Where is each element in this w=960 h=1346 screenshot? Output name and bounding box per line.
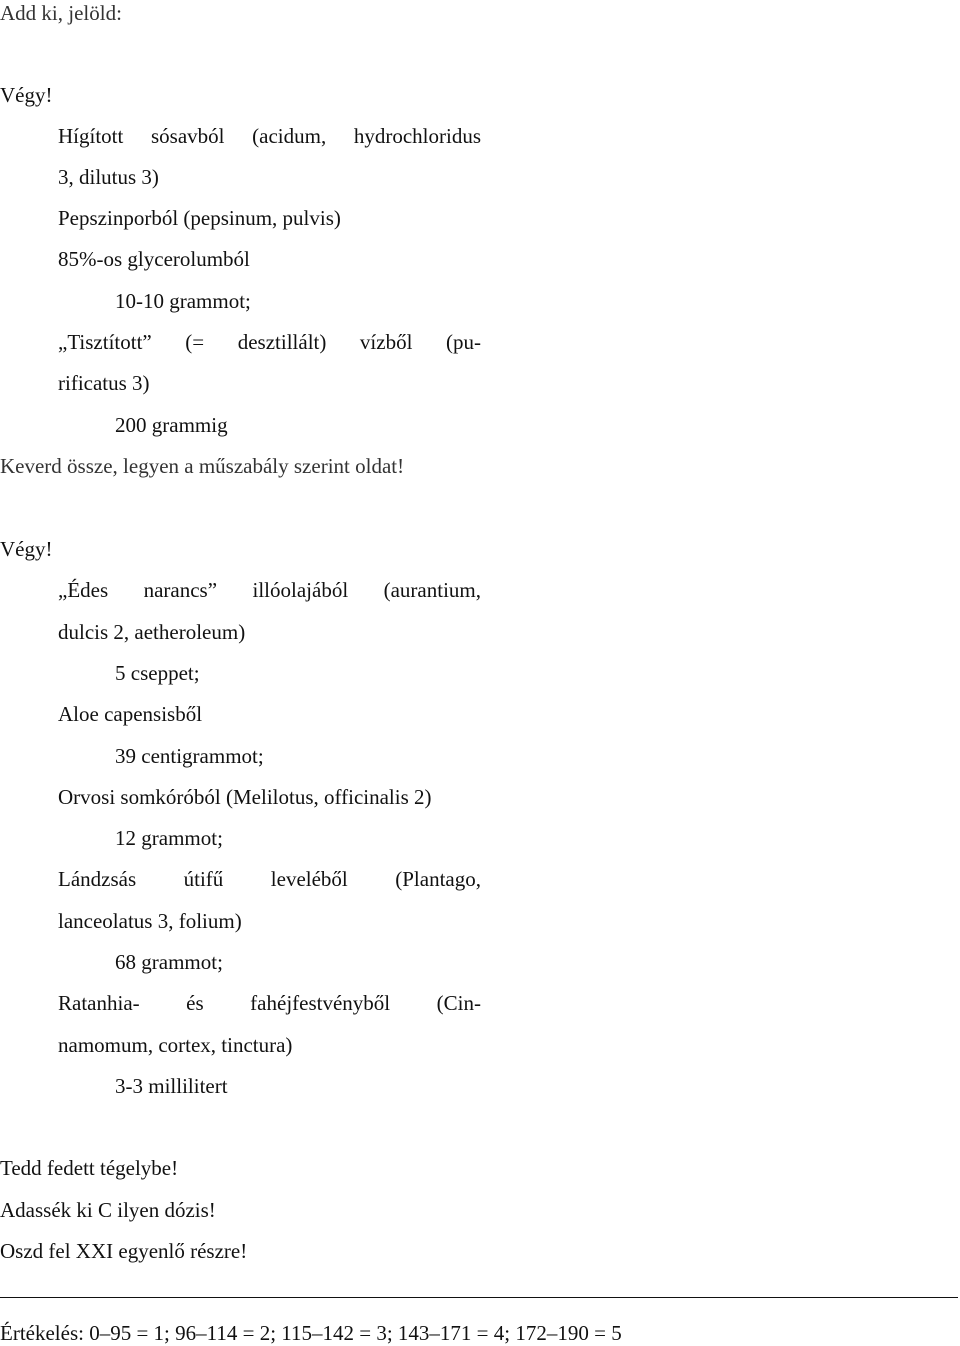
recipe-2-plantago-line-2: lanceolatus 3, folium) bbox=[58, 909, 242, 933]
recipe-1-water-line-2: rificatus 3) bbox=[58, 371, 150, 395]
recipe-1-instruction: Keverd össze, legyen a műszabály szerint oldat! bbox=[0, 454, 405, 478]
recipe-2-aloe: Aloe capensisből bbox=[58, 702, 203, 726]
recipe-2-dose-ratanhia: 3-3 millilitert bbox=[115, 1074, 228, 1098]
recipe-2-dose-orange: 5 cseppet; bbox=[115, 661, 200, 685]
recipe-1-dose-2: 200 grammig bbox=[115, 413, 228, 437]
footer-divider bbox=[0, 1297, 958, 1298]
recipe-1-hcl-line-1: Hígított sósavból (acidum, hydrochloridus bbox=[58, 124, 481, 148]
recipe-2-instruction-1: Tedd fedett tégelybe! bbox=[0, 1156, 179, 1180]
recipe-2-dose-melilotus: 12 grammot; bbox=[115, 826, 223, 850]
recipe-2-ratanhia-line-1: Ratanhia- és fahéjfestvényből (Cin- bbox=[58, 991, 481, 1015]
recipe-2-dose-plantago: 68 grammot; bbox=[115, 950, 223, 974]
recipe-2-dose-aloe: 39 centigrammot; bbox=[115, 744, 264, 768]
recipe-1-pepsin: Pepszinporból (pepsinum, pulvis) bbox=[58, 206, 341, 230]
recipe-2-orange-line-1: „Édes narancs” illóolajából (aurantium, bbox=[58, 578, 481, 602]
recipe-1-glycerol: 85%-os glycerolumból bbox=[58, 247, 250, 271]
page-header: Add ki, jelöld: bbox=[0, 1, 122, 25]
recipe-2-plantago-line-1: Lándzsás útifű leveléből (Plantago, bbox=[58, 867, 481, 891]
recipe-1-hcl-line-2: 3, dilutus 3) bbox=[58, 165, 159, 189]
recipe-1-water-line-1: „Tisztított” (= desztillált) vízből (pu- bbox=[58, 330, 481, 354]
recipe-2-ratanhia-line-2: namomum, cortex, tinctura) bbox=[58, 1033, 293, 1057]
recipe-1-dose-1: 10-10 grammot; bbox=[115, 289, 251, 313]
recipe-2-orange-line-2: dulcis 2, aetheroleum) bbox=[58, 620, 246, 644]
grading-scale: Értékelés: 0–95 = 1; 96–114 = 2; 115–142 = 3; 143–171 = 4; 172–190 = 5 bbox=[0, 1321, 622, 1345]
recipe-2-melilotus: Orvosi somkóróból (Melilotus, officinalis 2) bbox=[58, 785, 432, 809]
recipe-1-vegy: Végy! bbox=[0, 83, 53, 107]
recipe-2-instruction-2: Adassék ki C ilyen dózis! bbox=[0, 1198, 216, 1222]
recipe-2-instruction-3: Oszd fel XXI egyenlő részre! bbox=[0, 1239, 248, 1263]
recipe-2-vegy: Végy! bbox=[0, 537, 53, 561]
